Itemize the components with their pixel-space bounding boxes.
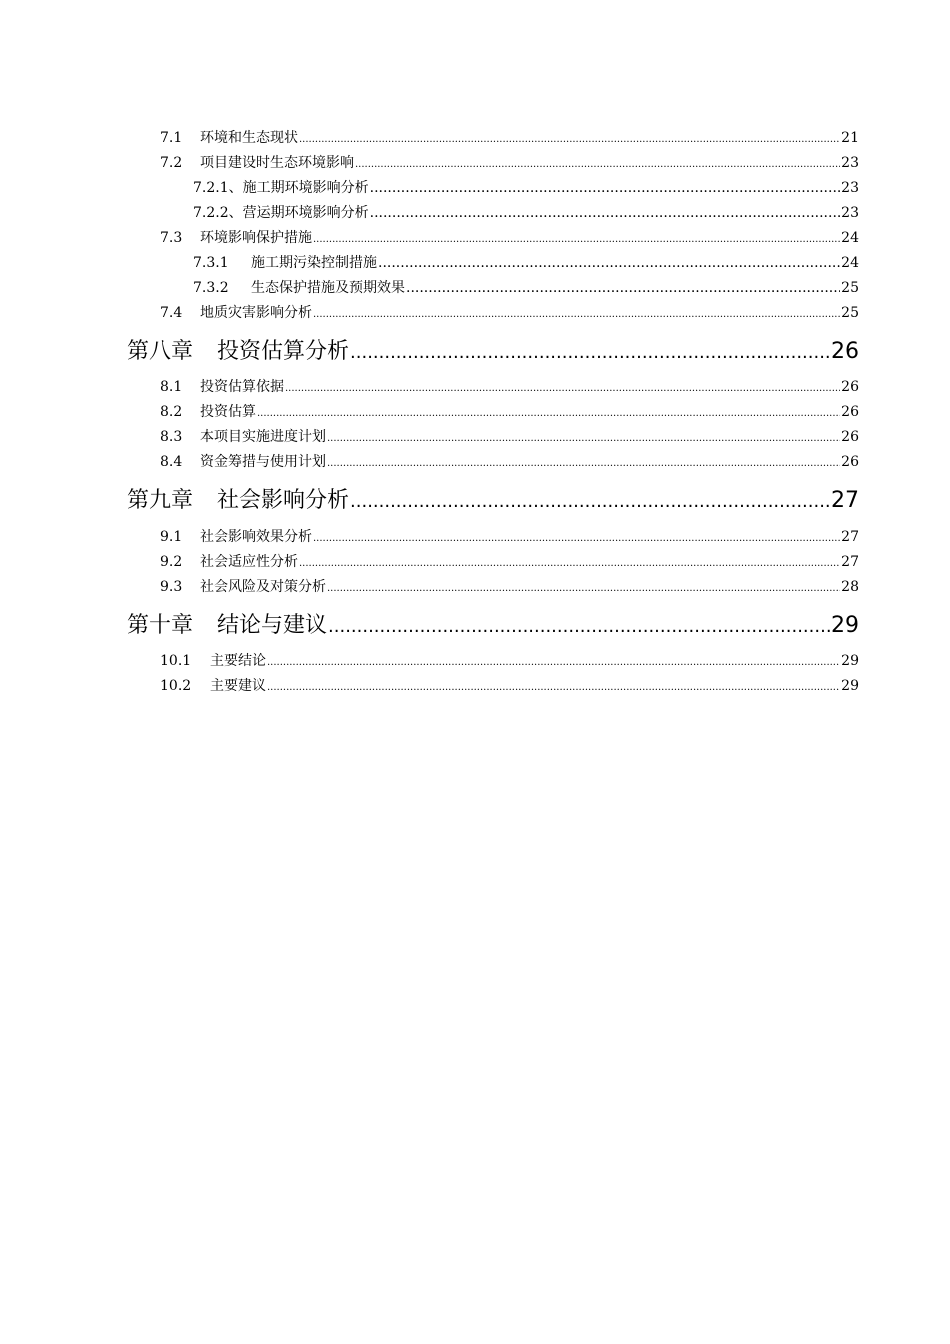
- toc-entry-7-2-2[interactable]: [193, 202, 859, 222]
- toc-entry-number: 10.1: [160, 653, 192, 669]
- toc-entry-title: 地质灾害影响分析: [200, 305, 312, 321]
- toc-entry-10-2[interactable]: [160, 675, 859, 695]
- toc-chapter-10[interactable]: [127, 608, 859, 638]
- toc-entry-title: 7.2.1、施工期环境影响分析: [193, 180, 369, 196]
- toc-chapter-page: 26: [831, 339, 859, 364]
- dot-leader: [355, 159, 840, 170]
- dot-leader: [327, 583, 840, 594]
- toc-entry-8-3[interactable]: [160, 426, 859, 446]
- toc-entry-title: 资金筹措与使用计划: [200, 454, 326, 470]
- toc-entry-title: 生态保护措施及预期效果: [251, 280, 405, 296]
- toc-chapter-8[interactable]: [127, 334, 859, 364]
- toc-entry-page: 23: [841, 180, 859, 196]
- toc-entry-9-2[interactable]: [160, 551, 859, 571]
- toc-entry-9-3[interactable]: [160, 576, 859, 596]
- toc-entry-number: 8.2: [160, 404, 183, 420]
- toc-entry-number: 7.4: [160, 305, 183, 321]
- dot-leader: [327, 458, 840, 469]
- dot-leader: [313, 234, 840, 245]
- toc-entry-number: 10.2: [160, 678, 192, 694]
- toc-entry-page: 21: [841, 130, 859, 146]
- toc-entry-page: 23: [841, 205, 859, 221]
- dot-leader: [350, 342, 830, 363]
- dot-leader: [370, 180, 841, 196]
- toc-entry-page: 27: [841, 554, 859, 570]
- toc-entry-title: 施工期污染控制措施: [251, 255, 377, 271]
- toc-entry-7-4[interactable]: [160, 302, 859, 322]
- toc-entry-title: 项目建设时生态环境影响: [200, 155, 354, 171]
- toc-entry-number: 9.3: [160, 579, 183, 595]
- dot-leader: [313, 533, 840, 544]
- toc-entry-title: 环境影响保护措施: [200, 230, 312, 246]
- toc-chapter-page: 29: [831, 613, 859, 638]
- dot-leader: [267, 657, 840, 668]
- toc-entry-title: 主要结论: [210, 653, 266, 669]
- toc-entry-title: 社会适应性分析: [200, 554, 298, 570]
- toc-entry-title: 社会影响效果分析: [200, 529, 312, 545]
- toc-entry-title: 社会风险及对策分析: [200, 579, 326, 595]
- dot-leader: [299, 134, 840, 145]
- toc-entry-page: 24: [841, 230, 859, 246]
- dot-leader: [406, 280, 840, 296]
- toc-entry-number: 7.3.2: [193, 280, 229, 296]
- toc-entry-8-2[interactable]: [160, 401, 859, 421]
- toc-entry-number: 9.2: [160, 554, 183, 570]
- toc-entry-7-2[interactable]: [160, 152, 859, 172]
- toc-entry-7-3-1[interactable]: [193, 252, 859, 272]
- dot-leader: [378, 255, 840, 271]
- dot-leader: [350, 491, 830, 512]
- toc-entry-title: 投资估算依据: [200, 379, 284, 395]
- toc-entry-title: 7.2.2、营运期环境影响分析: [193, 205, 369, 221]
- toc-entry-page: 26: [841, 379, 859, 395]
- toc-entry-page: 26: [841, 404, 859, 420]
- toc-entry-page: 23: [841, 155, 859, 171]
- toc-entry-number: 7.2: [160, 155, 183, 171]
- toc-entry-9-1[interactable]: [160, 526, 859, 546]
- toc-entry-number: 7.3: [160, 230, 183, 246]
- toc-entry-page: 25: [841, 280, 859, 296]
- toc-chapter-9[interactable]: [127, 483, 859, 513]
- toc-entry-7-1[interactable]: [160, 127, 859, 147]
- toc-entry-title: 主要建议: [210, 678, 266, 694]
- toc-chapter-title: 结论与建议: [217, 613, 328, 638]
- toc-entry-10-1[interactable]: [160, 650, 859, 670]
- toc-chapter-number: 第九章: [127, 488, 194, 513]
- toc-entry-7-3-2[interactable]: [193, 277, 859, 297]
- dot-leader: [327, 433, 840, 444]
- toc-entry-page: 26: [841, 429, 859, 445]
- dot-leader: [313, 309, 840, 320]
- toc-entry-7-3[interactable]: [160, 227, 859, 247]
- dot-leader: [328, 616, 830, 637]
- toc-entry-number: 8.4: [160, 454, 183, 470]
- toc-entry-8-4[interactable]: [160, 451, 859, 471]
- dot-leader: [299, 558, 840, 569]
- dot-leader: [285, 383, 840, 394]
- toc-entry-title: 环境和生态现状: [200, 130, 298, 146]
- toc-entry-number: 7.1: [160, 130, 183, 146]
- dot-leader: [370, 205, 841, 221]
- toc-entry-page: 27: [841, 529, 859, 545]
- toc-entry-number: 7.3.1: [193, 255, 229, 271]
- toc-entry-page: 26: [841, 454, 859, 470]
- toc-entry-number: 8.3: [160, 429, 183, 445]
- toc-entry-page: 24: [841, 255, 859, 271]
- toc-entry-8-1[interactable]: [160, 376, 859, 396]
- toc-entry-page: 29: [841, 678, 859, 694]
- toc-chapter-number: 第八章: [127, 339, 194, 364]
- toc-entry-page: 29: [841, 653, 859, 669]
- toc-chapter-title: 投资估算分析: [217, 339, 350, 364]
- toc-entry-number: 8.1: [160, 379, 183, 395]
- toc-entry-title: 本项目实施进度计划: [200, 429, 326, 445]
- toc-entry-number: 9.1: [160, 529, 183, 545]
- toc-entry-title: 投资估算: [200, 404, 256, 420]
- toc-chapter-number: 第十章: [127, 613, 194, 638]
- dot-leader: [267, 682, 840, 693]
- toc-chapter-page: 27: [831, 488, 859, 513]
- toc-entry-page: 28: [841, 579, 859, 595]
- toc-entry-7-2-1[interactable]: [193, 177, 859, 197]
- toc-entry-page: 25: [841, 305, 859, 321]
- dot-leader: [257, 408, 840, 419]
- toc-chapter-title: 社会影响分析: [217, 488, 350, 513]
